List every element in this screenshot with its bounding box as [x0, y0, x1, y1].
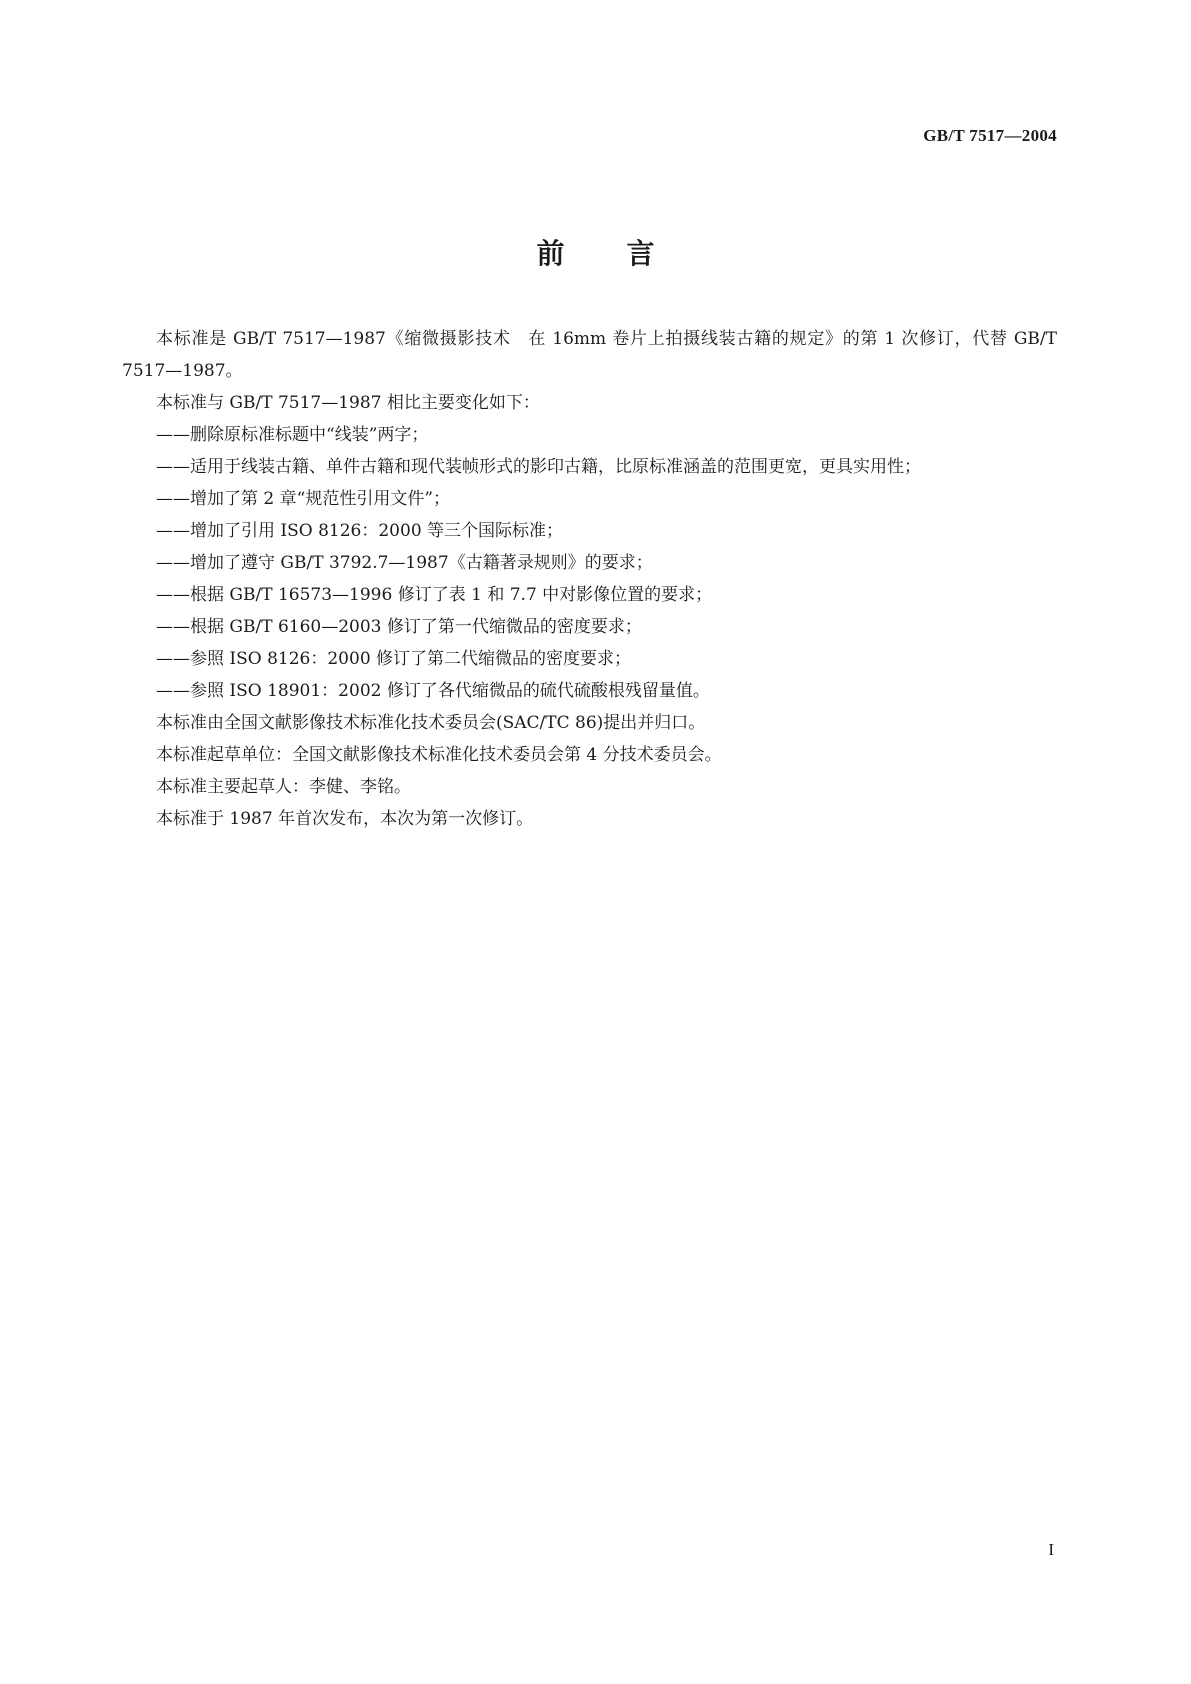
- dash-mark: ——: [156, 681, 190, 701]
- list-item-text: 根据 GB/T 6160—2003 修订了第一代缩微品的密度要求；: [190, 617, 642, 637]
- dash-mark: ——: [156, 617, 190, 637]
- list-item-text: 增加了遵守 GB/T 3792.7—1987《古籍著录规则》的要求；: [190, 553, 653, 573]
- list-item: [122, 483, 1057, 515]
- page-title: 前言: [536, 237, 717, 270]
- drafters-paragraph: 本标准主要起草人：李健、李铭。: [156, 777, 411, 797]
- list-item: [122, 547, 1057, 579]
- dash-mark: ——: [156, 585, 190, 605]
- page-number: I: [1048, 1540, 1054, 1559]
- changes-list: [122, 419, 1057, 707]
- proposer-paragraph: 本标准由全国文献影像技术标准化技术委员会(SAC/TC 86)提出并归口。: [156, 713, 706, 733]
- dash-mark: ——: [156, 521, 190, 541]
- list-item-text: 删除原标准标题中“线装”两字；: [190, 425, 429, 445]
- dash-mark: ——: [156, 649, 190, 669]
- intro-paragraph: 本标准是 GB/T 7517—1987《缩微摄影技术 在 16mm 卷片上拍摄线装古籍的规定》的第 1 次修订，代替 GB/T 7517—1987。: [122, 329, 1057, 381]
- list-item-text: 根据 GB/T 16573—1996 修订了表 1 和 7.7 中对影像位置的要求；: [190, 585, 713, 605]
- list-item: [122, 675, 1057, 707]
- list-item-text: 增加了第 2 章“规范性引用文件”；: [190, 489, 451, 509]
- list-item: [122, 579, 1057, 611]
- list-item-text: 增加了引用 ISO 8126：2000 等三个国际标准；: [190, 521, 564, 541]
- dash-mark: ——: [156, 425, 190, 445]
- list-item: [122, 419, 1057, 451]
- dash-mark: ——: [156, 489, 190, 509]
- dash-mark: ——: [156, 553, 190, 573]
- list-item: [122, 515, 1057, 547]
- list-item: [122, 451, 1057, 483]
- dash-mark: ——: [156, 457, 190, 477]
- list-item: [122, 611, 1057, 643]
- standard-number: GB/T 7517—2004: [923, 126, 1057, 145]
- list-item-text: 参照 ISO 8126：2000 修订了第二代缩微品的密度要求；: [190, 649, 632, 669]
- changes-lead-in: 本标准与 GB/T 7517—1987 相比主要变化如下：: [156, 393, 540, 413]
- foreword-body: [122, 323, 1057, 835]
- drafting-unit-paragraph: 本标准起草单位：全国文献影像技术标准化技术委员会第 4 分技术委员会。: [156, 745, 722, 765]
- list-item: [122, 643, 1057, 675]
- list-item-text: 参照 ISO 18901：2002 修订了各代缩微品的硫代硫酸根残留量值。: [190, 681, 710, 701]
- history-paragraph: 本标准于 1987 年首次发布，本次为第一次修订。: [156, 809, 534, 829]
- list-item-text: 适用于线装古籍、单件古籍和现代装帧形式的影印古籍，比原标准涵盖的范围更宽，更具实用性；: [190, 457, 921, 477]
